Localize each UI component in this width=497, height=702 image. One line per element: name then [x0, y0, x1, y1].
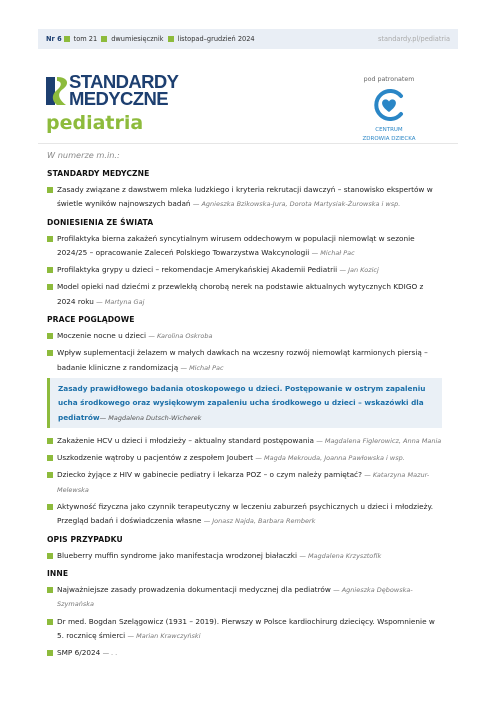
article-title: Wpływ suplementacji żelazem w małych dawkach na wczesny rozwój niemowląt karmionych piersią – badanie kliniczne z randomizacją — [57, 348, 428, 372]
featured-title: Zasady prawidłowego badania otoskopowego u dzieci. Postępowanie w ostrym zapaleniu ucha środkowego oraz wysiękowym zapaleniu ucha środkowego u dzieci – wskazówki dla pediatrów — [58, 383, 426, 422]
issue-date: listopad–grudzień 2024 — [177, 35, 255, 43]
patronage — [355, 76, 423, 143]
brand-name — [69, 73, 178, 107]
article-title: Dziecko żyjące z HIV w gabinecie pediatry i lekarza POZ – o czym należy pamiętać? — [57, 470, 362, 480]
frequency: dwumiesięcznik — [111, 35, 164, 43]
article-author: — Michał Pac — [180, 363, 224, 372]
article-author: — Karolina Oskroba — [148, 332, 213, 341]
article-author: — Magdalena Krzysztofik — [299, 551, 382, 560]
article-item[interactable] — [47, 280, 442, 309]
heart-logo-icon — [372, 88, 406, 122]
article-item[interactable] — [47, 434, 442, 448]
article-item[interactable] — [47, 549, 442, 563]
article-author: — Magdalena Figlerowicz, Anna Mania — [316, 436, 442, 445]
article-item[interactable] — [47, 329, 442, 343]
article-item[interactable] — [47, 346, 442, 375]
article-item[interactable] — [47, 615, 442, 644]
article-title: Model opieki nad dziećmi z przewlekłą chorobą nerek na podstawie aktualnych wytycznych KDIGO z 2024 roku — [57, 282, 424, 306]
featured-author: — Magdalena Dutsch-Wicherek — [99, 413, 202, 422]
article-author: — Jonasz Najda, Barbara Remberk — [203, 517, 316, 526]
article-title: Blueberry muffin syndrome jako manifestacja wrodzonej białaczki — [57, 550, 298, 560]
article-author: — Michał Pac — [311, 248, 355, 257]
article-title: SMP 6/2024 — [57, 648, 101, 658]
article-title: Uszkodzenie wątroby u pacjentów z zespołem Joubert — [57, 453, 254, 463]
article-item[interactable] — [47, 468, 442, 497]
article-item[interactable] — [47, 263, 442, 277]
patronage-label: pod patronatem — [363, 76, 415, 83]
article-author: — . . — [102, 649, 118, 658]
article-author: — Magda Mekrouda, Joanna Pawłowska i wsp. — [255, 454, 405, 463]
divider — [38, 143, 458, 144]
volume: tom 21 — [73, 35, 98, 43]
separator-square — [64, 36, 70, 42]
section-title: STANDARDY MEDYCZNE — [47, 169, 150, 178]
section-title: INNE — [47, 568, 69, 578]
article-item[interactable] — [47, 500, 442, 529]
featured-article[interactable] — [47, 378, 442, 428]
brand-line-1: STANDARDY — [69, 71, 179, 92]
article-author: — Marian Krawczyński — [127, 631, 201, 640]
article-title: Aktywność fizyczna jako czynnik terapeutyczny w leczeniu zaburzeń psychicznych u dzieci i młodzieży. Przegląd badań i doświadczenia własne — [57, 502, 434, 526]
article-title: Najważniejsze zasady prowadzenia dokumentacji medycznej dla pediatrów — [57, 584, 331, 594]
article-title: Zasady związane z dawstwem mleka ludzkiego i kryteria rekrutacji dawczyń – stanowisko ekspertów w świetle wyników najnowszych badań — [57, 185, 433, 209]
journal-title: pediatria — [46, 112, 144, 134]
article-author: — Martyna Gaj — [96, 297, 145, 306]
intro-text: W numerze m.in.: — [47, 150, 120, 160]
section-title: DONIESIENIA ZE ŚWIATA — [47, 217, 154, 227]
section-title: OPIS PRZYPADKU — [47, 534, 123, 544]
article-title: Profilaktyka grypy u dzieci – rekomendacje Amerykańskiej Akademii Pediatrii — [57, 265, 338, 275]
article-item[interactable] — [47, 583, 442, 612]
article-item[interactable] — [47, 232, 442, 261]
separator-square — [168, 36, 174, 42]
article-author: — Katarzyna Mazur-Melewska — [57, 471, 430, 494]
patron-org-line-2: ZDROWIA DZIECKA — [362, 135, 416, 142]
article-item[interactable] — [47, 451, 442, 465]
website-link[interactable]: standardy.pl/pediatria — [377, 35, 450, 43]
article-author: — Jan Kozicj — [339, 266, 379, 275]
article-author: — Agnieszka Bzikowska-Jura, Dorota Martysiak-Żurowska i wsp. — [192, 200, 401, 209]
separator-square — [101, 36, 107, 42]
article-author: — Agnieszka Dębowska-Szymańska — [57, 585, 413, 609]
article-title: Profilaktyka bierna zakażeń syncytialnym wirusem oddechowym w populacji niemowląt w sezonie 2024/25 – opracowanie Zaleceń Polskiego Towarzystwa Wakcynologii — [57, 233, 415, 257]
brand-line-2: MEDYCZNE — [69, 88, 169, 109]
table-of-contents — [47, 150, 442, 663]
article-title: Dr med. Bogdan Szelągowicz (1931 – 2019). Pierwszy w Polsce kardiochirurg dziecięcy. Wspomnienie w 5. rocznicę śmierci — [57, 616, 435, 640]
issue-number: Nr 6 — [46, 35, 62, 43]
article-item[interactable] — [47, 646, 442, 660]
issue-bar — [38, 29, 458, 49]
patron-org-line-1: CENTRUM — [375, 127, 403, 133]
article-title: Zakażenie HCV u dzieci i młodzieży – aktualny standard postępowania — [57, 435, 314, 445]
section-title: PRACE POGLĄDOWE — [47, 315, 135, 325]
article-item[interactable] — [47, 183, 442, 212]
article-title: Moczenie nocne u dzieci — [57, 331, 147, 341]
